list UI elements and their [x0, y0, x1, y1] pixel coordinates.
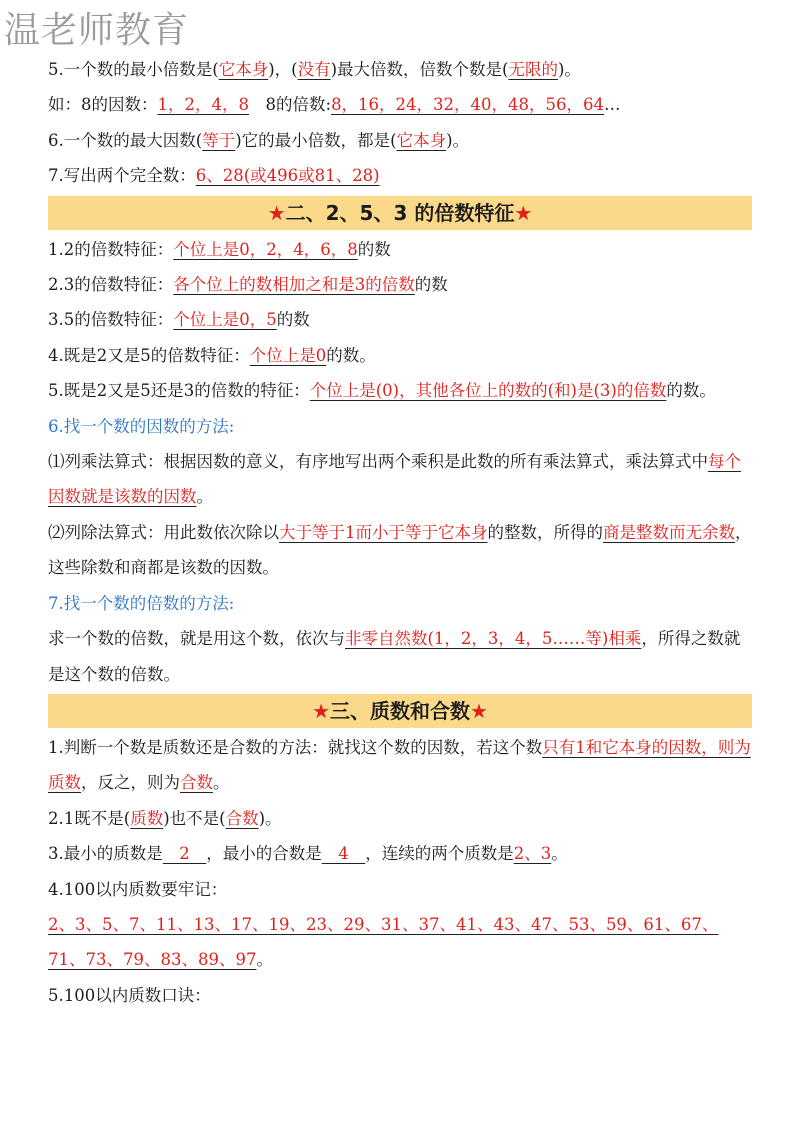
answer: 非零自然数(1，2，3，4，5……等)相乘	[345, 629, 642, 649]
star-icon: ★	[470, 698, 488, 723]
section-title: 三、质数和合数	[330, 698, 470, 723]
section-3-banner	[48, 694, 752, 728]
answer: 4	[321, 844, 366, 864]
document-body	[48, 52, 752, 1013]
answer: 2、3、5、7、11、13、17、19、23、29、31、37、41、43、47、53、59、61、67、71、73、79、83、89、97	[48, 914, 719, 970]
s2-line-1: 1.2的倍数特征：个位上是0，2，4，6，8的数	[48, 239, 391, 259]
answer: 合数	[225, 808, 259, 828]
multiple-method-heading: 7.找一个数的倍数的方法:	[48, 593, 235, 613]
item-6-line: 6.一个数的最大因数(等于)它的最小倍数，都是(它本身)。	[48, 130, 469, 150]
s3-line-3: 3.最小的质数是 2 ，最小的合数是 4 ，连续的两个质数是2、3。	[48, 844, 568, 864]
s3-line-1: 1.判断一个数是质数还是合数的方法：就找这个数的因数，若这个数只有1和它本身的因数，则为质数，反之，则为合数。	[48, 737, 751, 793]
answer: 各个位上的数相加之和是3的倍数	[173, 275, 415, 295]
answer: 商是整数而无余数	[603, 522, 735, 542]
s3-line-2: 2.1既不是(质数)也不是(合数)。	[48, 808, 282, 828]
star-icon: ★	[312, 698, 330, 723]
answer: 每个因数就是该数的因数	[48, 452, 741, 507]
answer: 1，2，4，8	[157, 95, 249, 115]
primes-list: 2、3、5、7、11、13、17、19、23、29、31、37、41、43、47、53、59、61、67、71、73、79、83、89、97。	[48, 914, 719, 970]
answer: 6、28(或496或81、28)	[195, 166, 380, 186]
factor-method-heading: 6.找一个数的因数的方法:	[48, 416, 235, 436]
answer: 8，16，24，32，40，48，56，64	[331, 95, 605, 115]
example-line: 如：8的因数：1，2，4，8 8的倍数:8，16，24，32，40，48，56，64…	[48, 95, 621, 115]
answer: 个位上是(0)，其他各位上的数的(和)是(3)的倍数	[309, 381, 667, 401]
answer: 只有1和它本身的因数，则为质数	[48, 737, 751, 793]
s2-line-3: 3.5的倍数特征：个位上是0，5的数	[48, 310, 310, 330]
answer: 个位上是0	[249, 345, 327, 365]
item-5-line: 5.一个数的最小倍数是(它本身)，(没有)最大倍数，倍数个数是(无限的)。	[48, 60, 581, 79]
watermark: 温老师教育	[4, 10, 190, 51]
s2-line-2: 2.3的倍数特征：各个位上的数相加之和是3的倍数的数	[48, 275, 448, 295]
s3-line-4: 4.100以内质数要牢记：	[48, 879, 228, 899]
star-icon: ★	[267, 200, 286, 225]
answer: 个位上是0，2，4，6，8	[173, 239, 358, 259]
answer: 没有	[297, 60, 331, 79]
section-title: 二、2、5、3 的倍数特征	[285, 200, 515, 225]
s3-line-5: 5.100以内质数口诀：	[48, 985, 211, 1005]
answer: 质数	[130, 808, 164, 828]
answer: 合数	[180, 773, 213, 793]
section-2-banner	[48, 196, 752, 230]
factor-method-1: ⑴列乘法算式：根据因数的意义，有序地写出两个乘积是此数的所有乘法算式，乘法算式中每个因数就是该数的因数。	[48, 452, 741, 507]
s2-line-5: 5.既是2又是5还是3的倍数的特征：个位上是(0)，其他各位上的数的(和)是(3)的倍数的数。	[48, 381, 716, 401]
answer: 大于等于1而小于等于它本身	[279, 522, 488, 542]
factor-method-2: ⑵列除法算式：用此数依次除以大于等于1而小于等于它本身的整数，所得的商是整数而无余数，这些除数和商都是该数的因数。	[48, 522, 752, 578]
item-7-line: 7.写出两个完全数：6、28(或496或81、28)	[48, 166, 380, 186]
answer: 2	[162, 844, 207, 864]
answer: 个位上是0，5	[173, 310, 277, 330]
answer: 等于	[202, 130, 236, 150]
answer: 它本身	[218, 60, 269, 79]
multiple-method-text: 求一个数的倍数，就是用这个数，依次与非零自然数(1，2，3，4，5……等)相乘，所得之数就是这个数的倍数。	[48, 629, 741, 684]
answer: 2、3	[513, 844, 552, 864]
s2-line-4: 4.既是2又是5的倍数特征：个位上是0的数。	[48, 345, 376, 365]
answer: 无限的	[508, 60, 558, 79]
star-icon: ★	[514, 200, 533, 225]
answer: 它本身	[396, 130, 447, 150]
